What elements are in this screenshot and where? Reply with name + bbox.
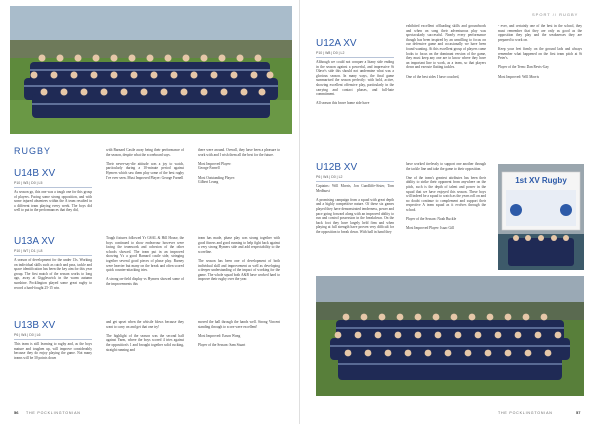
u13a-col2: Tough fixtures followed Yr GSAL & Hill House, the boys continued to show endeavour however were facing the teamwork and cohesion of the other schools showed. The team put in an improved showing Vs a good Barnard castle side, stringing together several good pieces of phase play. Barney were heavier but many on the break and often scored quick counter-attacking tries. A strong on-field display vs Hymers showed some of the improvements this [106, 236, 184, 286]
u12a-rule [316, 57, 394, 58]
section-label-right: SPORT // RUGBY [532, 12, 579, 17]
u12b-record: P6 | W4 | D0 | L2 [316, 175, 343, 179]
u13b-col1: This team is still learning to rugby and, as the boys mature and toughen up, will improve considerably because they do enjoy playing the game. Not many teams will be 30 points down [14, 342, 92, 360]
u12a-col2: exhibited excellent offloading skills and groundwork and when on song their adventurous play was spectacularly successful. Nearly every performance though has been inspired by an unwilling to focus on our defensive game and occasionally we have been found wanting. At this excellent group of players came looks to focus on the dominant version of the game, they must keep any one are to know where they have an important line to work, as a team, so that players down and execute flatting tackles. One of the best sides I have coached, [406, 24, 486, 79]
banner-photo [498, 164, 584, 270]
right-page [300, 0, 600, 424]
u14b-record: P10 | W3 | D0 | L5 [14, 181, 43, 185]
u13a-title: U13A XV [14, 236, 55, 247]
u12a-title: U12A XV [316, 38, 357, 49]
team-photo-right [316, 276, 584, 396]
u12a-record: P10 | W8 | D0 | L2 [316, 51, 345, 55]
u12b-col1: Captains: Will Morris, Jon Cundliffe-Sister, Tom Medhurst A promising campaign from a squad with great depth and a highly competitive nature. Of these six games played they have demonstrated tenderness, power and pace going forward along with an improved ability to run and control possession in the breakdown. On the back foot they have largely held firm and when playing at full strength have proven very difficult for the opposition to break down. With ball in hand they [316, 184, 394, 234]
u13b-record: P6 | W4 | D0 | L6 [14, 333, 41, 337]
u12a-col3: - ever, and certainly one of the best in the school, they must remember that they are only as good as the opposition they play and the weaknesses they are prepared to work on. Keep your feet firmly on the ground lads and always remember what happened on the first team pitch at St Peter's. Player of the Term: Dan Revis-Gay Most Improved: Will Morris [498, 24, 582, 79]
u13a-rule [14, 255, 92, 256]
u14b-col3: there were around. Overall, they have been a pleasure to work with and I wish them all the best for the future. Most Improved Player: George Farnell Most Outstanding Player: Gilbert Leung [198, 148, 280, 185]
u13a-col3: team has made, phase play was strong together with good fitness and good running to help fight back against a very strong Hymers side and add respectability to the scoreline. The season has been one of development of both individual skill and improvement as well as developing a deeper understanding of the impact of working for the game. The whole squad both A&B have worked hard to improve their rugby over the year. [198, 236, 280, 282]
u14b-title: U14B XV [14, 168, 56, 179]
u13b-col3: moved the ball through the hands well. Strong Vincent standing through to score were excellent! Most Improved: Eason Wong Player of the Season: Sam Stuart [198, 320, 280, 347]
section-label: RUGBY [14, 146, 52, 156]
u14b-col1: As season go, this one was a tough one for this group of players. Facing some strong opposition, and with some injured absentees within the A team resulted in a different team playing every week. The boys did well to put in the performances that they did, [14, 190, 92, 213]
team-photo-left [10, 6, 292, 134]
u13a-record: P10 | W7 | D1 | L8 [14, 249, 43, 253]
footer-left: THE POCKLINGTONIAN [26, 411, 81, 415]
u12b-title: U12B XV [316, 162, 358, 173]
u12b-rule [316, 181, 394, 182]
u14b-col2: with Barnard Castle away being their performance of the season, despite what the scoreboard says. Their never-say-die attitude was a joy to watch, particularly during a 10-minute period against Hymers which saw them play some of the best rugby I've ever seen. Must Improved Player: George Farnell [106, 148, 184, 180]
u14b-rule [14, 187, 92, 188]
banner-text: 1st XV Rugby [515, 176, 567, 185]
footer-right: THE POCKLINGTONIAN [498, 411, 553, 415]
u13a-col1: A season of development for the under 13s. Working on individual skills such as catch and pass, tackle and space identification has been the key aim for this year group. The first match of the season works to long ago, away at Giggleswick in the warm autumn sunshine. Pocklington played some great rugby to record a hard-fought 25-15 win. [14, 258, 92, 290]
page-number-right: 57 [576, 410, 581, 415]
u13b-col2: and get upset when the whistle blows because they want to carry on and get that one try! The highlight of the season was the second half against Yarm, where the boys scored 4 tries against the opposition's 1 and brought together solid rucking, straight running and [106, 320, 184, 352]
u12a-col1: Although we could not conquer a litany side ending in the season against a powerful, and impressive St Olave's side this should not undermine what was a glorious season. In many ways, the final game summarised the season perfectly: with bold, active, showing excellent offensive play, particularly in the carrying and contact phases, and full-hate commitment. All season this brave home side have [316, 60, 394, 106]
u12b-col2: have worked tirelessly to support one another through the tackle line and take the game to their opposition. One of the team's greatest attributes has been their ability to strike their opponent from anywhere on the pitch, such is the depth of talent and power in the squad that we have enjoyed this season. These boys will indeed be a squad to watch as the years roll on and no doubt continue to complement and support their respective A team squad as it evolves through the school. Player of the Season: Noah Buckle Most Improved Player: Isaac Gill [406, 162, 486, 231]
u13b-rule [14, 339, 92, 340]
u13b-title: U13B XV [14, 320, 56, 331]
page-number-left: 56 [14, 410, 19, 415]
